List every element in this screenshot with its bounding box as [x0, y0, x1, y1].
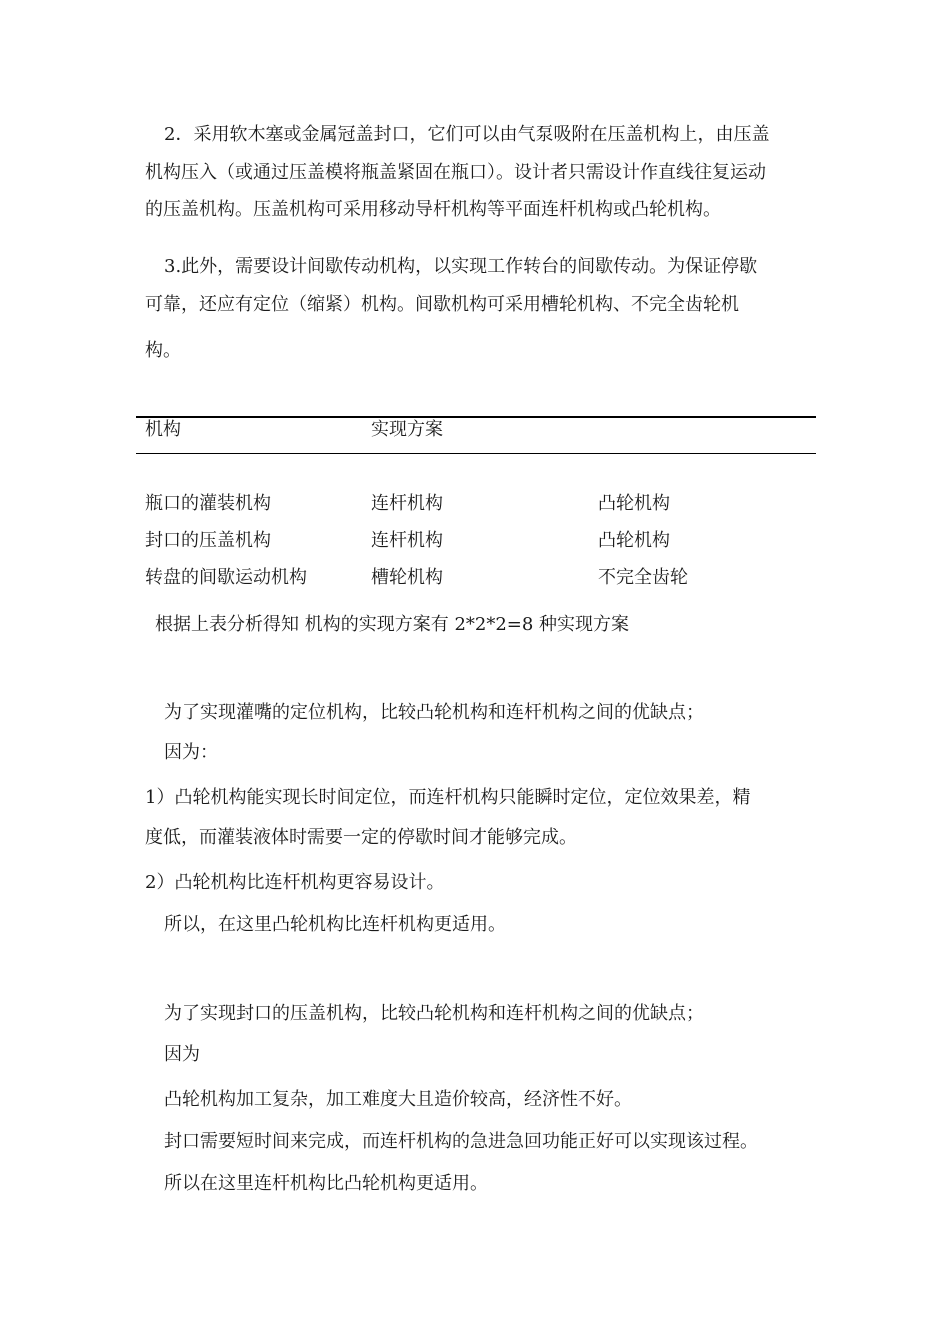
table-cell: 凸轮机构	[598, 530, 670, 551]
paragraph-line: 所以在这里连杆机构比凸轮机构更适用。	[164, 1173, 488, 1194]
paragraph-line: 因为	[164, 1044, 200, 1065]
table-header-rule	[136, 453, 816, 454]
paragraph-line: 2．采用软木塞或金属冠盖封口，它们可以由气泵吸附在压盖机构上，由压盖	[164, 124, 770, 145]
paragraph-line: 3.此外，需要设计间歇传动机构，以实现工作转台的间歇传动。为保证停歇	[164, 256, 758, 277]
paragraph-line: 1）凸轮机构能实现长时间定位，而连杆机构只能瞬时定位，定位效果差，精	[145, 787, 751, 808]
table-cell: 转盘的间歇运动机构	[145, 567, 307, 588]
table-cell: 不完全齿轮	[598, 567, 688, 588]
paragraph-line: 为了实现封口的压盖机构，比较凸轮机构和连杆机构之间的优缺点；	[164, 1003, 704, 1024]
table-cell: 连杆机构	[371, 530, 443, 551]
paragraph-line: 为了实现灌嘴的定位机构，比较凸轮机构和连杆机构之间的优缺点；	[164, 702, 704, 723]
paragraph-line: 凸轮机构加工复杂，加工难度大且造价较高，经济性不好。	[164, 1089, 632, 1110]
table-header-scheme: 实现方案	[371, 419, 443, 440]
table-cell: 封口的压盖机构	[145, 530, 271, 551]
table-cell: 连杆机构	[371, 493, 443, 514]
paragraph-line: 可靠，还应有定位（缩紧）机构。间歇机构可采用槽轮机构、不完全齿轮机	[145, 294, 739, 315]
paragraph-line: 2）凸轮机构比连杆机构更容易设计。	[145, 872, 445, 893]
paragraph-line: 构。	[145, 340, 181, 361]
table-cell: 凸轮机构	[598, 493, 670, 514]
table-cell: 槽轮机构	[371, 567, 443, 588]
table-top-rule	[136, 416, 816, 418]
table-header-mechanism: 机构	[145, 419, 181, 440]
paragraph-line: 度低，而灌装液体时需要一定的停歇时间才能够完成。	[145, 827, 577, 848]
paragraph-line: 所以，在这里凸轮机构比连杆机构更适用。	[164, 914, 506, 935]
paragraph-line: 的压盖机构。压盖机构可采用移动导杆机构等平面连杆机构或凸轮机构。	[145, 199, 721, 220]
paragraph-line: 机构压入（或通过压盖模将瓶盖紧固在瓶口）。设计者只需设计作直线往复运动	[145, 162, 766, 183]
paragraph-line: 封口需要短时间来完成，而连杆机构的急进急回功能正好可以实现该过程。	[164, 1131, 758, 1152]
table-cell: 瓶口的灌装机构	[145, 493, 271, 514]
paragraph-line: 因为：	[164, 742, 218, 763]
table-note: 根据上表分析得知 机构的实现方案有 2*2*2=8 种实现方案	[155, 614, 630, 635]
